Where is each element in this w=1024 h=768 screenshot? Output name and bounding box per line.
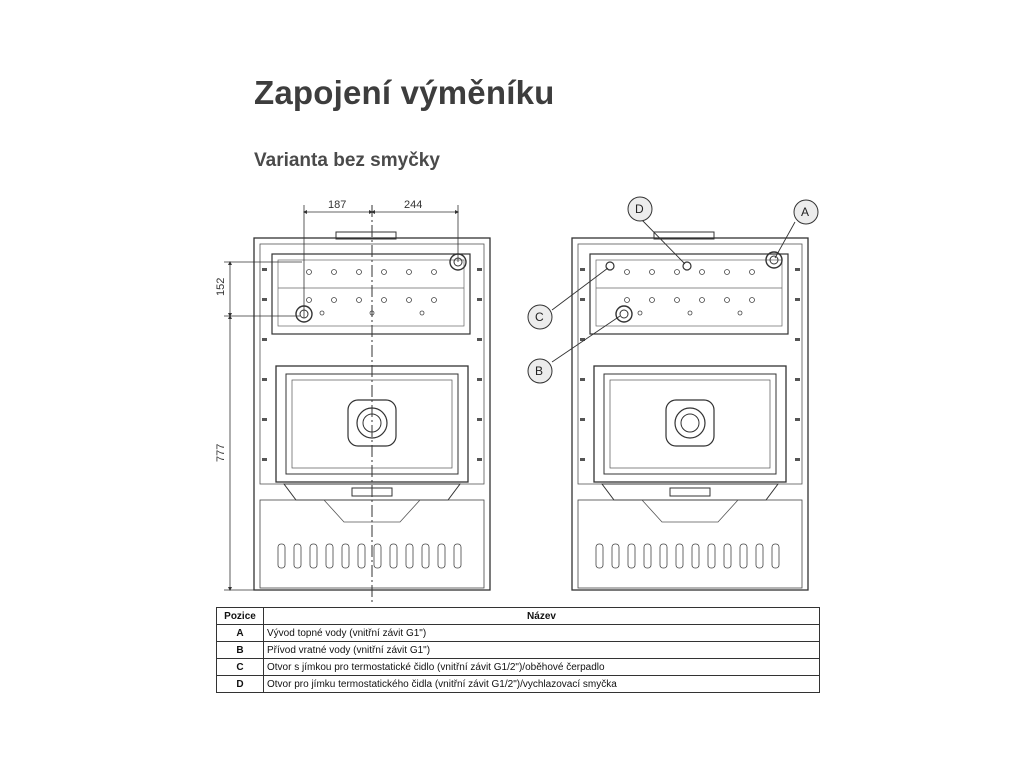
header-position: Pozice [217,608,264,625]
page-subtitle: Varianta bez smyčky [254,150,440,171]
callout-d [628,197,652,221]
row-position: D [217,676,264,693]
table-row [217,659,820,676]
page-title: Zapojení výměníku [254,74,555,111]
header-name: Název [264,608,820,625]
row-position: B [217,642,264,659]
table-row [217,676,820,693]
callout-b [528,359,552,383]
row-name: Otvor pro jímku termostatického čidla (vnitřní závit G1/2")/vychlazovací smyčka [264,676,820,693]
svg-text:B: B [535,364,544,378]
row-name: Otvor s jímkou pro termostatické čidlo (vnitřní závit G1/2")/oběhové čerpadlo [264,659,820,676]
table-header-row [217,608,820,625]
svg-text:C: C [535,310,544,324]
right-stove-view [572,232,808,590]
legend-table [216,607,820,693]
table-row [217,642,820,659]
svg-text:A: A [801,205,810,219]
row-position: C [217,659,264,676]
dimension-187: 187 [328,199,347,211]
dimension-777: 777 [215,443,227,462]
callout-a [794,200,818,224]
row-position: A [217,625,264,642]
row-name: Přívod vratné vody (vnitřní závit G1") [264,642,820,659]
dimension-152: 152 [215,277,227,296]
callout-c [528,305,552,329]
row-name: Vývod topné vody (vnitřní závit G1") [264,625,820,642]
table-row [217,625,820,642]
svg-text:D: D [635,202,644,216]
dimension-244: 244 [404,199,423,211]
